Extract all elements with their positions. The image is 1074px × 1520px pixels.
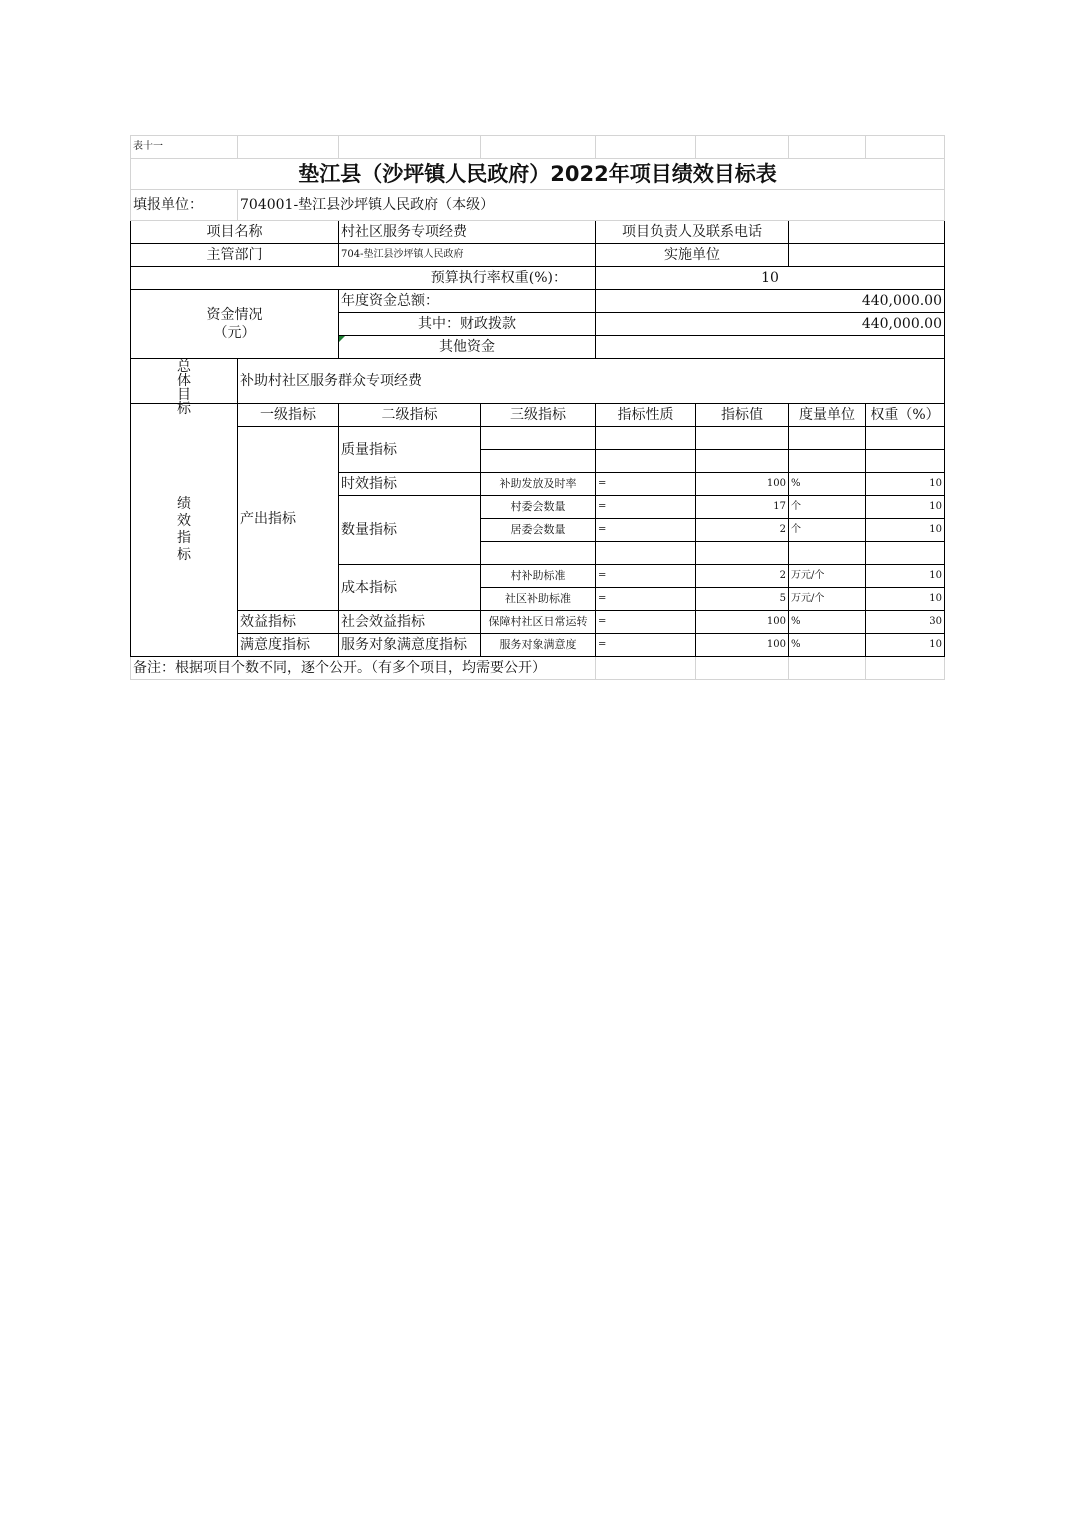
- level1-satisfaction: 满意度指标: [238, 634, 339, 657]
- funds-cell: [131, 290, 339, 359]
- indicator-name: 村委会数量: [481, 496, 596, 519]
- header-value: 指标值: [696, 404, 789, 427]
- indicator-name: [481, 542, 596, 565]
- indicator-weight: 10: [866, 496, 945, 519]
- funds-total-value: 440,000.00: [596, 290, 945, 313]
- indicator-unit: [789, 542, 866, 565]
- indicator-value: [696, 542, 789, 565]
- fill-unit-value: 704001-垫江县沙坪镇人民政府（本级）: [238, 190, 945, 221]
- level1-output: 产出指标: [238, 427, 339, 611]
- indicator-unit: 个: [789, 496, 866, 519]
- indicator-nature: [596, 450, 696, 473]
- indicator-nature: =: [596, 519, 696, 542]
- indicator-weight: [866, 542, 945, 565]
- goal-label-cell: [131, 359, 238, 417]
- indicator-weight: 10: [866, 519, 945, 542]
- indicator-unit: [789, 427, 866, 450]
- header-level1: 一级指标: [238, 404, 339, 427]
- funds-total-label: 年度资金总额：: [339, 290, 596, 313]
- indicator-name: 补助发放及时率: [481, 473, 596, 496]
- indicator-nature: =: [596, 588, 696, 611]
- header-weight: 权重（%）: [866, 404, 945, 427]
- indicator-value: 2: [696, 565, 789, 588]
- funds-other-label: 其他资金: [339, 336, 596, 359]
- funds-other-value: [596, 336, 945, 359]
- indicator-weight: 10: [866, 565, 945, 588]
- indicator-name: 服务对象满意度: [481, 634, 596, 657]
- footnote: 备注：根据项目个数不同，逐个公开。（有多个项目，均需要公开）: [131, 657, 596, 680]
- indicator-weight: [866, 427, 945, 450]
- indicator-unit: 万元/个: [789, 588, 866, 611]
- indicator-value: 17: [696, 496, 789, 519]
- funds-fiscal-value: 440,000.00: [596, 313, 945, 336]
- indicator-unit: 个: [789, 519, 866, 542]
- goal-label: 总体目标: [177, 359, 191, 417]
- indicator-name: 居委会数量: [481, 519, 596, 542]
- dept-value: 704-垫江县沙坪镇人民政府: [339, 244, 596, 267]
- header-level2: 二级指标: [339, 404, 481, 427]
- level2-timeliness: 时效指标: [339, 473, 481, 496]
- indicator-nature: =: [596, 473, 696, 496]
- contact-label: 项目负责人及联系电话: [596, 221, 789, 244]
- indicator-value: [696, 450, 789, 473]
- indicator-value: 5: [696, 588, 789, 611]
- performance-table: [130, 135, 945, 680]
- impl-value: [789, 244, 945, 267]
- project-name-label: 项目名称: [131, 221, 339, 244]
- indicator-value: 100: [696, 611, 789, 634]
- level2-social: 社会效益指标: [339, 611, 481, 634]
- indicator-nature: =: [596, 496, 696, 519]
- funds-fiscal-label: 其中：财政拨款: [339, 313, 596, 336]
- perf-label-cell: [131, 404, 238, 657]
- header-nature: 指标性质: [596, 404, 696, 427]
- header-unit: 度量单位: [789, 404, 866, 427]
- indicator-nature: =: [596, 634, 696, 657]
- indicator-value: 100: [696, 473, 789, 496]
- indicator-nature: =: [596, 611, 696, 634]
- goal-text: 补助村社区服务群众专项经费: [238, 359, 945, 404]
- dept-label: 主管部门: [131, 244, 339, 267]
- indicator-weight: [866, 450, 945, 473]
- level2-cost: 成本指标: [339, 565, 481, 611]
- budget-weight-label: 预算执行率权重(%)：: [131, 267, 596, 290]
- contact-value: [789, 221, 945, 244]
- level2-service: 服务对象满意度指标: [339, 634, 481, 657]
- header-level3: 三级指标: [481, 404, 596, 427]
- indicator-unit: %: [789, 611, 866, 634]
- indicator-name: 保障村社区日常运转: [481, 611, 596, 634]
- table-number: 表十一: [131, 136, 238, 159]
- indicator-nature: [596, 427, 696, 450]
- page-title: 垫江县（沙坪镇人民政府）2022年项目绩效目标表: [131, 159, 945, 190]
- impl-label: 实施单位: [596, 244, 789, 267]
- indicator-unit: 万元/个: [789, 565, 866, 588]
- level2-quantity: 数量指标: [339, 496, 481, 565]
- funds-unit: （元）: [213, 325, 256, 341]
- indicator-nature: [596, 542, 696, 565]
- funds-label: 资金情况: [206, 307, 263, 323]
- indicator-weight: 10: [866, 634, 945, 657]
- level1-benefit: 效益指标: [238, 611, 339, 634]
- level2-quality: 质量指标: [339, 427, 481, 473]
- indicator-nature: =: [596, 565, 696, 588]
- indicator-weight: 10: [866, 588, 945, 611]
- indicator-name: [481, 450, 596, 473]
- project-name-value: 村社区服务专项经费: [339, 221, 596, 244]
- indicator-value: 100: [696, 634, 789, 657]
- indicator-name: 社区补助标准: [481, 588, 596, 611]
- performance-target-sheet: [130, 135, 944, 680]
- indicator-value: 2: [696, 519, 789, 542]
- budget-weight-value: 10: [596, 267, 945, 290]
- indicator-unit: %: [789, 473, 866, 496]
- indicator-weight: 10: [866, 473, 945, 496]
- perf-label: 绩效指标: [177, 496, 191, 563]
- indicator-value: [696, 427, 789, 450]
- fill-unit-label: 填报单位：: [131, 190, 238, 221]
- indicator-unit: [789, 450, 866, 473]
- indicator-name: 村补助标准: [481, 565, 596, 588]
- indicator-name: [481, 427, 596, 450]
- indicator-weight: 30: [866, 611, 945, 634]
- indicator-unit: %: [789, 634, 866, 657]
